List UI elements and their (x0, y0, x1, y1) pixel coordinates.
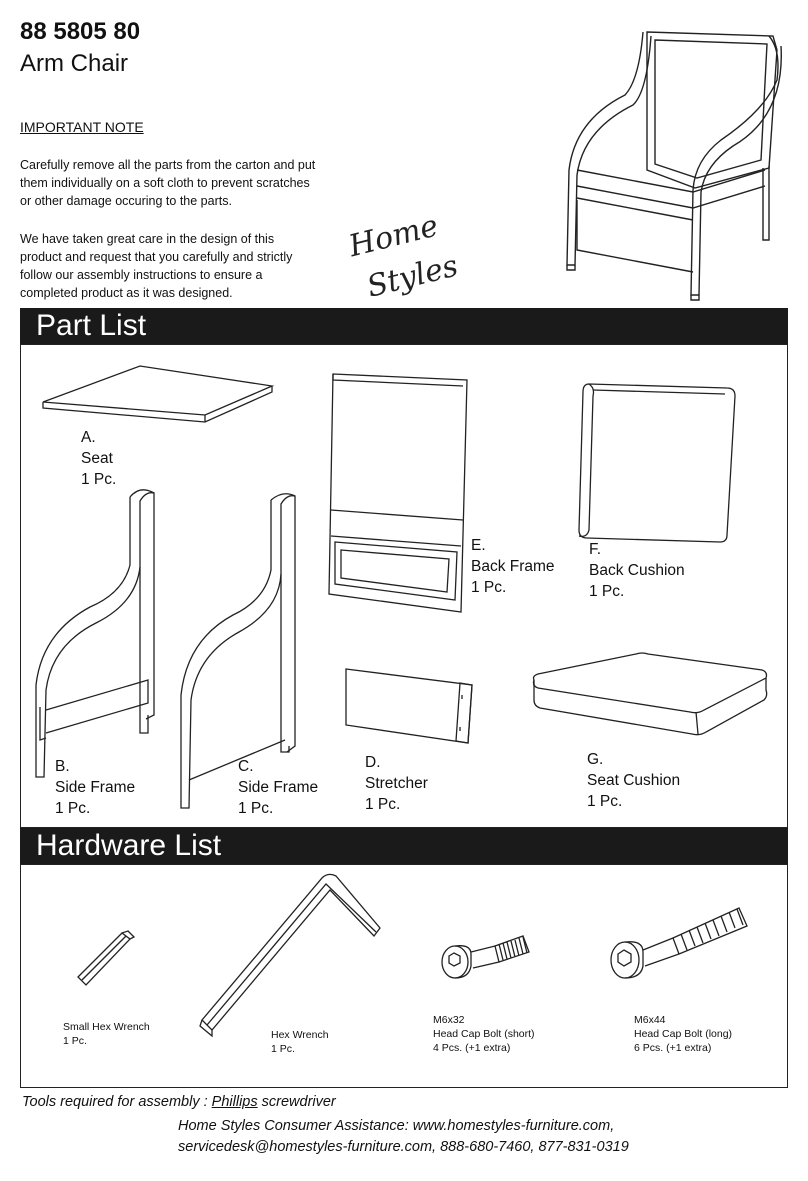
arm-chair-illustration (555, 20, 800, 305)
home-styles-logo (345, 210, 470, 305)
hardware-qty: 1 Pc. (63, 1035, 87, 1047)
part-name: Seat (81, 450, 113, 467)
back-frame-illustration (325, 370, 470, 615)
hardware-name: Hex Wrench (271, 1029, 329, 1041)
hardware-qty: 1 Pc. (271, 1043, 295, 1055)
part-label-d (365, 752, 428, 815)
note-line: We have taken great care in the design of this (20, 232, 275, 246)
part-list-header: Part List (20, 308, 788, 344)
hardware-size: M6x32 (433, 1014, 465, 1026)
part-letter: A. (81, 429, 96, 446)
hardware-qty: 4 Pcs. (+1 extra) (433, 1042, 511, 1054)
short-bolt-illustration (437, 922, 532, 984)
note-paragraph-1 (20, 156, 320, 210)
side-frame-b-illustration (28, 485, 163, 780)
part-letter: F. (589, 541, 602, 558)
tools-required (22, 1094, 336, 1110)
part-label-b (55, 756, 135, 819)
note-line: them individually on a soft cloth to prevent scratches (20, 176, 310, 190)
hardware-name: Small Hex Wrench (63, 1021, 150, 1033)
consumer-assistance-line-1: Home Styles Consumer Assistance: www.homestyles-furniture.com, (178, 1118, 615, 1134)
part-label-c (238, 756, 318, 819)
part-letter: C. (238, 758, 254, 775)
part-qty: 1 Pc. (238, 800, 274, 817)
hardware-list-header: Hardware List (20, 828, 788, 864)
seat-part-illustration (40, 360, 275, 420)
model-number: 88 5805 80 (20, 18, 141, 45)
part-name: Seat Cushion (587, 772, 681, 789)
small-hex-wrench-illustration (72, 925, 137, 990)
part-letter: D. (365, 754, 381, 771)
product-name: Arm Chair (20, 50, 129, 77)
part-label-f (589, 539, 685, 602)
hardware-name: Head Cap Bolt (short) (433, 1028, 535, 1040)
back-cushion-illustration (575, 380, 740, 545)
important-note-heading: IMPORTANT NOTE (20, 119, 144, 135)
hardware-label-hex-wrench (271, 1028, 329, 1056)
note-line: product and request that you carefully and strictly (20, 250, 293, 264)
part-qty: 1 Pc. (589, 583, 625, 600)
logo-word: Home (345, 208, 442, 265)
long-bolt-illustration (605, 900, 750, 985)
part-label-a (81, 427, 116, 490)
part-qty: 1 Pc. (81, 471, 117, 488)
part-letter: B. (55, 758, 70, 775)
note-line: completed product as it was designed. (20, 286, 233, 300)
hardware-label-short-bolt (433, 1013, 535, 1055)
consumer-assistance-line-2: servicedesk@homestyles-furniture.com, 888-680-7460, 877-831-0319 (178, 1139, 629, 1155)
part-letter: G. (587, 751, 604, 768)
hardware-label-long-bolt (634, 1013, 732, 1055)
tools-suffix: screwdriver (257, 1094, 336, 1110)
part-qty: 1 Pc. (365, 796, 401, 813)
part-label-e (471, 535, 555, 598)
tools-prefix: Tools required for assembly : (22, 1094, 212, 1110)
part-name: Side Frame (238, 779, 319, 796)
note-line: Carefully remove all the parts from the carton and put (20, 158, 316, 172)
stretcher-illustration (340, 665, 480, 745)
hardware-label-small-hex-wrench (63, 1020, 150, 1048)
tools-tool: Phillips (211, 1094, 258, 1110)
part-name: Back Cushion (589, 562, 685, 579)
part-qty: 1 Pc. (55, 800, 91, 817)
part-label-g (587, 749, 680, 812)
part-qty: 1 Pc. (587, 793, 623, 810)
note-paragraph-2 (20, 230, 320, 302)
part-name: Side Frame (55, 779, 136, 796)
note-line: or other damage occuring to the parts. (20, 194, 232, 208)
seat-cushion-illustration (528, 650, 773, 740)
hardware-qty: 6 Pcs. (+1 extra) (634, 1042, 712, 1054)
hardware-name: Head Cap Bolt (long) (634, 1028, 733, 1040)
hex-wrench-illustration (198, 870, 383, 1035)
part-name: Back Frame (471, 558, 555, 575)
hardware-size: M6x44 (634, 1014, 666, 1026)
note-line: follow our assembly instructions to ensure a (20, 268, 263, 282)
logo-word: Styles (363, 248, 462, 305)
part-qty: 1 Pc. (471, 579, 507, 596)
part-name: Stretcher (365, 775, 428, 792)
part-letter: E. (471, 537, 486, 554)
